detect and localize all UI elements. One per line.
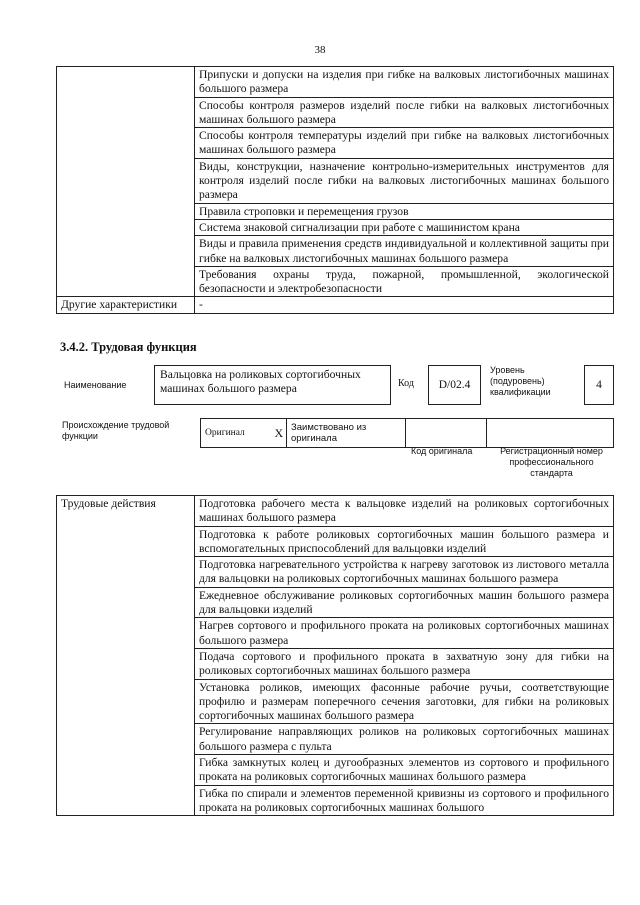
function-name-box: Вальцовка на роликовых сортогибочных машинах большого размера: [154, 365, 391, 405]
original-label: Оригинал: [201, 419, 271, 448]
table-cell: Способы контроля температуры изделий при гибке на валковых листогибочных машинах большого размера: [195, 128, 614, 159]
table-row: [57, 67, 614, 98]
table-cell: Установка роликов, имеющих фасонные рабочие ручьи, соответствующие профилю и размерам поперечного сечения заготовки, для гибки на роликовых сортогибочных машинах большого размера: [195, 679, 614, 724]
labor-actions-table: [56, 495, 614, 816]
code-original-caption: Код оригинала: [411, 446, 473, 456]
table-cell: Виды и правила применения средств индивидуальной и коллективной защиты при гибке на валковых листогибочных машинах большого размера: [195, 236, 614, 267]
table-cell: Ежедневное обслуживание роликовых сортогибочных машин большого размера для вальцовки изделий: [195, 587, 614, 618]
table-cell: Система знаковой сигнализации при работе с машинистом крана: [195, 219, 614, 235]
origin-label: Происхождение трудовой функции: [62, 420, 170, 441]
origin-table: [200, 418, 614, 448]
table-row: [57, 297, 614, 313]
code-box: D/02.4: [428, 365, 481, 405]
table-cell: Требования охраны труда, пожарной, промышленной, экологической безопасности и электробезопасности: [195, 266, 614, 297]
knowledge-table: [56, 66, 614, 314]
table-cell: Гибка по спирали и элементов переменной кривизны из сортового и профильного проката на роликовых сортогибочных машинах большого: [195, 785, 614, 816]
level-box: 4: [584, 365, 614, 405]
table-cell: Припуски и допуски на изделия при гибке на валковых листогибочных машинах большого размера: [195, 67, 614, 98]
table-cell: Нагрев сортового и профильного проката на роликовых сортогибочных машинах большого размера: [195, 618, 614, 649]
page-number: 38: [314, 44, 326, 56]
table-cell: Способы контроля размеров изделий после гибки на валковых листогибочных машинах большого размера: [195, 97, 614, 128]
borrowed-label: Заимствовано из оригинала: [287, 419, 406, 448]
table-cell: Подача сортового и профильного проката в захватную зону для гибки на роликовых сортогибочных машинах большого размера: [195, 648, 614, 679]
name-label: Наименование: [64, 380, 127, 390]
section-heading: 3.4.2. Трудовая функция: [60, 340, 197, 354]
labor-actions-label: Трудовые действия: [57, 496, 195, 816]
table-cell: Регулирование направляющих роликов на роликовых сортогибочных машинах большого размера с пульта: [195, 724, 614, 755]
original-mark: X: [271, 419, 287, 448]
code-label: Код: [398, 378, 414, 389]
table-cell: Гибка замкнутых колец и дугообразных элементов из сортового и профильного проката на роликовых сортогибочных машинах большого размера: [195, 755, 614, 786]
table-cell: Подготовка рабочего места к вальцовке изделий на роликовых сортогибочных машинах большого размера: [195, 496, 614, 527]
table-cell: Правила строповки и перемещения грузов: [195, 203, 614, 219]
code-original-cell: [406, 419, 487, 448]
table-cell: Виды, конструкции, назначение контрольно-измерительных инструментов для контроля изделий после гибки на валковых листогибочных машинах большого размера: [195, 158, 614, 203]
table-cell: Подготовка к работе роликовых сортогибочных машин большого размера и вспомогательных приспособлений для вальцовки изделий: [195, 526, 614, 557]
other-characteristics-label: Другие характеристики: [57, 297, 195, 313]
other-characteristics-value: -: [195, 297, 614, 313]
table-cell: Подготовка нагревательного устройства к нагреву заготовок из листового металла для вальцовки на роликовых сортогибочных машинах большого размера: [195, 557, 614, 588]
reg-number-cell: [487, 419, 614, 448]
level-label: Уровень (подуровень) квалификации: [490, 365, 551, 397]
table-row: [57, 496, 614, 527]
reg-number-caption: Регистрационный номер профессионального стандарта: [500, 446, 603, 478]
table-cell-empty: [57, 67, 195, 297]
